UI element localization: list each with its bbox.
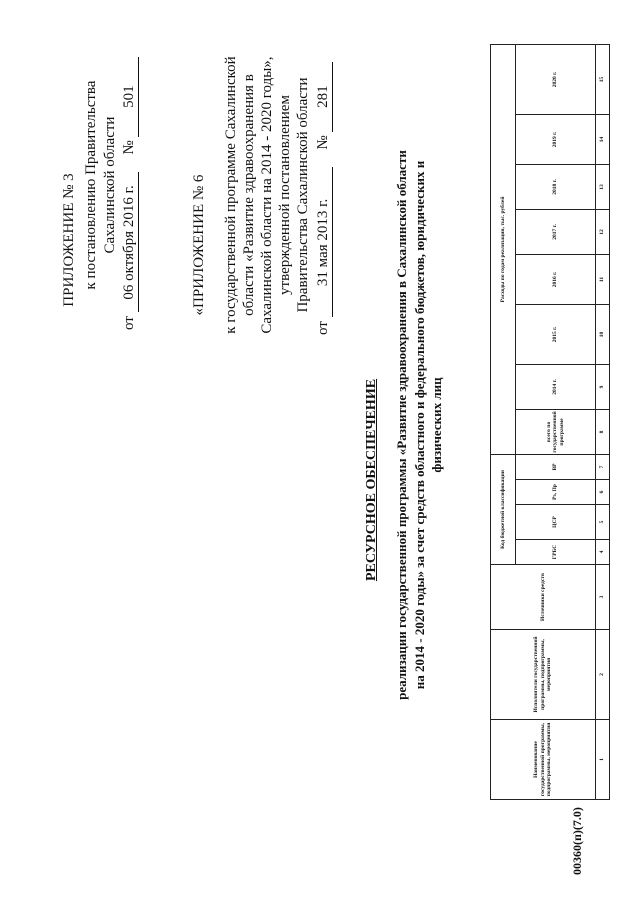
column-number: 1 — [596, 720, 610, 800]
header-grbs: ГРБС — [516, 540, 596, 565]
header-source: Источники средств — [491, 565, 596, 630]
appendix6-date-line — [314, 50, 333, 335]
column-number: 5 — [596, 505, 610, 540]
appendix6-number: 281 — [314, 62, 333, 132]
header-year: 2017 г. — [516, 209, 596, 254]
appendix3-line2: Сахалинской области — [102, 116, 118, 254]
appendix3-title: ПРИЛОЖЕНИЕ № 3 — [61, 173, 77, 307]
column-number: 13 — [596, 164, 610, 209]
column-number: 3 — [596, 565, 610, 630]
column-number: 15 — [596, 44, 610, 114]
document-title: РЕСУРСНОЕ ОБЕСПЕЧЕНИЕ — [364, 378, 379, 582]
column-number: 12 — [596, 209, 610, 254]
from-label: от — [315, 321, 331, 335]
appendix6-date: 31 мая 2013 г. — [314, 167, 333, 317]
header-year: 2020 г. — [516, 44, 596, 114]
appendix3-date-line — [120, 55, 139, 330]
header-vr: ВР — [516, 454, 596, 479]
subtitle-line: физических лиц — [429, 377, 444, 473]
number-label: № — [315, 135, 331, 150]
header-rzpr: Рз, Пр — [516, 480, 596, 505]
appendix6-line: области «Развитие здравоохранения в — [241, 74, 257, 316]
subtitle-line: реализации государственной программы «Развитие здравоохранения в Сахалинской области — [394, 150, 409, 700]
column-number: 11 — [596, 254, 610, 304]
from-label: от — [121, 316, 137, 330]
appendix6-title: «ПРИЛОЖЕНИЕ № 6 — [191, 174, 207, 316]
header-year: 2016 г. — [516, 254, 596, 304]
header-total: всего по государственной программе — [516, 409, 596, 454]
resource-table — [490, 44, 610, 800]
column-number: 6 — [596, 480, 610, 505]
header-executor: Исполнители государственной программы, подпрограммы, мероприятия — [491, 630, 596, 720]
column-number: 2 — [596, 630, 610, 720]
header-year: 2018 г. — [516, 164, 596, 209]
appendix3-line1: к постановлению Правительства — [83, 80, 99, 290]
header-year: 2014 г. — [516, 364, 596, 409]
header-csr: ЦСР — [516, 505, 596, 540]
document-subtitle — [393, 65, 446, 785]
appendix6-line: Правительства Сахалинской области — [295, 77, 311, 313]
appendix6-text — [222, 50, 312, 340]
header-name: Наименование государственной программы, подпрограммы, мероприятия — [491, 720, 596, 800]
header-year: 2019 г. — [516, 114, 596, 164]
subtitle-line: на 2014 - 2020 годы» за счет средств областного и федерального бюджетов, юридических и — [411, 160, 427, 690]
column-number: 10 — [596, 304, 610, 364]
appendix6-line: к государственной программе Сахалинской — [223, 56, 239, 334]
column-number: 7 — [596, 454, 610, 479]
appendix6-line: утвержденной постановлением — [277, 95, 293, 295]
column-number: 4 — [596, 540, 610, 565]
table-header-row — [491, 44, 516, 799]
column-number: 8 — [596, 409, 610, 454]
appendix6-line: Сахалинской области на 2014 - 2020 годы», — [259, 56, 275, 334]
column-number: 9 — [596, 364, 610, 409]
appendix3-date: 06 октября 2016 г. — [120, 172, 139, 312]
column-number: 14 — [596, 114, 610, 164]
footer-document-code: 00360(п)(7.0) — [570, 807, 584, 875]
header-budget-codes: Код бюджетной классификации — [491, 454, 516, 564]
appendix3-number: 501 — [120, 57, 139, 137]
number-label: № — [121, 140, 137, 155]
column-number-row — [596, 44, 610, 799]
header-year: 2015 г. — [516, 304, 596, 364]
header-expenses: Расходы по годам реализации, тыс. рублей — [491, 44, 516, 454]
